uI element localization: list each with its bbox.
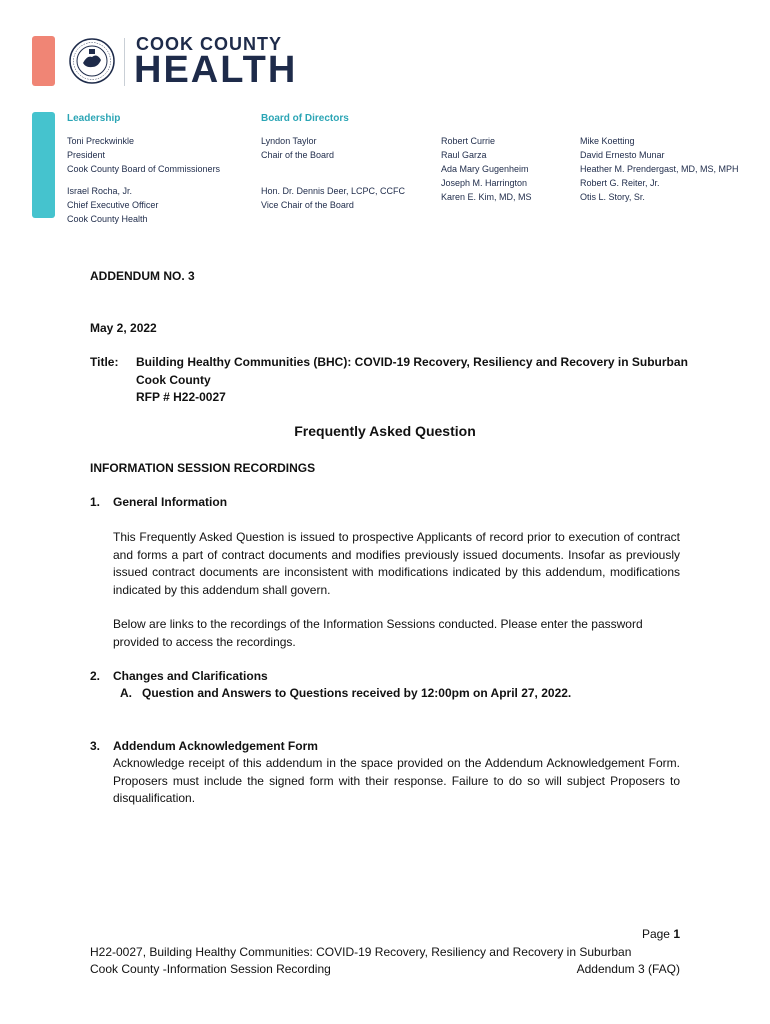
board-column-1 xyxy=(261,134,405,212)
leadership-line: Israel Rocha, Jr. xyxy=(67,186,133,196)
document-title xyxy=(136,354,696,407)
item-1-recordings-paragraph: Below are links to the recordings of the Information Sessions conducted. Please enter the password provided to access the recordings. xyxy=(113,617,643,649)
page-number: 1 xyxy=(673,927,680,941)
footer-line-2-right: Addendum 3 (FAQ) xyxy=(576,962,680,976)
board-column-2 xyxy=(441,134,532,204)
item-3-number: 3. xyxy=(90,739,101,753)
board-line: Karen E. Kim, MD, MS xyxy=(441,192,532,202)
board-heading: Board of Directors xyxy=(261,113,349,124)
logo-health: HEALTH xyxy=(134,49,298,91)
board-line: Lyndon Taylor xyxy=(261,136,317,146)
page-label: Page xyxy=(641,927,670,941)
board-line: Mike Koetting xyxy=(580,136,635,146)
board-line: Robert G. Reiter, Jr. xyxy=(580,178,660,188)
leadership-line: Toni Preckwinkle xyxy=(67,136,135,146)
board-line: Heather M. Prendergast, MD, MS, MPH xyxy=(580,164,739,174)
board-line: Hon. Dr. Dennis Deer, LCPC, CCFC xyxy=(261,186,406,196)
coral-accent-bar xyxy=(32,36,55,86)
teal-accent-bar xyxy=(32,112,55,218)
item-3-title: Addendum Acknowledgement Form xyxy=(113,739,318,753)
item-1-paragraph: This Frequently Asked Question is issued to prospective Applicants of record prior to execution of contract and forms a part of contract documents and modifies previously issued documents. Insofar as previously issued contract documents are inconsistent with modifications indicated by this addendum, modifications indicated by this addendum shall govern. xyxy=(113,530,680,597)
board-line: Vice Chair of the Board xyxy=(261,200,354,210)
title-line: Cook County xyxy=(136,372,211,387)
board-line: Robert Currie xyxy=(441,136,496,146)
item-2a-letter: A. xyxy=(120,686,132,700)
county-seal-icon xyxy=(68,37,116,85)
board-line: Joseph M. Harrington xyxy=(441,178,528,188)
item-1-number: 1. xyxy=(90,495,101,509)
logo-cook-county: COOK COUNTY xyxy=(136,34,282,54)
footer-line-1: H22-0027, Building Healthy Communities: COVID-19 Recovery, Resiliency and Recovery in Suburban xyxy=(90,945,632,959)
board-line: Otis L. Story, Sr. xyxy=(580,192,645,202)
board-line: David Ernesto Munar xyxy=(580,150,665,160)
leadership-line: Chief Executive Officer xyxy=(67,200,159,210)
page-indicator xyxy=(580,926,680,944)
leadership-line: President xyxy=(67,150,106,160)
board-line: Chair of the Board xyxy=(261,150,335,160)
item-1-title: General Information xyxy=(113,495,228,509)
item-2a-text: Question and Answers to Questions received by 12:00pm on April 27, 2022. xyxy=(142,686,572,700)
title-line: Building Healthy Communities (BHC): COVID-19 Recovery, Resiliency and Recovery in Suburban xyxy=(136,355,688,369)
item-2-number: 2. xyxy=(90,669,101,683)
addendum-number: ADDENDUM NO. 3 xyxy=(90,269,195,283)
item-2-title: Changes and Clarifications xyxy=(113,669,268,683)
footer-line-2-left: Cook County -Information Session Recording xyxy=(90,962,331,976)
item-3-paragraph: Acknowledge receipt of this addendum in the space provided on the Addendum Acknowledgement Form. Proposers must include the signed form with their response. Failure to do so will subject Proposers to disqualification. xyxy=(113,756,680,805)
board-line: Ada Mary Gugenheim xyxy=(441,164,529,174)
leadership-line: Cook County Health xyxy=(67,214,148,224)
leadership-list xyxy=(67,134,220,226)
logo-divider xyxy=(124,38,125,86)
faq-heading: Frequently Asked Question xyxy=(294,423,476,439)
document-date: May 2, 2022 xyxy=(90,321,157,335)
title-line: RFP # H22-0027 xyxy=(136,390,226,404)
leadership-heading: Leadership xyxy=(67,113,121,124)
board-column-3 xyxy=(580,134,739,204)
section-heading: INFORMATION SESSION RECORDINGS xyxy=(90,461,316,475)
title-label: Title: xyxy=(90,355,119,369)
board-line: Raul Garza xyxy=(441,150,487,160)
leadership-line: Cook County Board of Commissioners xyxy=(67,164,221,174)
